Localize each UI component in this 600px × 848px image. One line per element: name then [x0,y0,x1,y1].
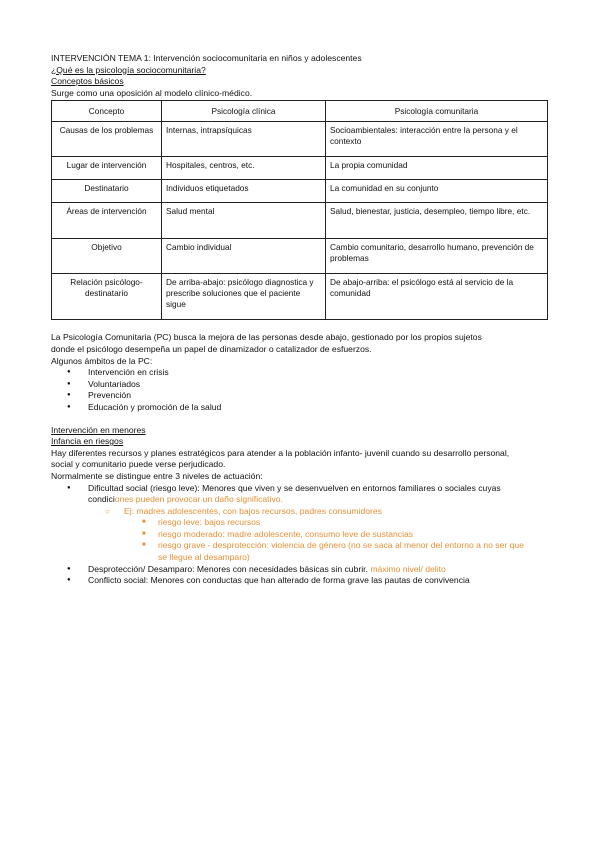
document-page [51,53,551,587]
concepts-heading: Conceptos básicos [51,76,124,87]
infancia-heading: Infancia en riesgos [51,436,124,447]
ejemplo-item: ○ Ej: madres adolescentes, con bajos recursos, padres consumidores [105,505,382,516]
table-header: Concepto [52,101,162,122]
table-header: Psicología clínica [162,101,326,122]
document-title: INTERVENCIÓN TEMA 1: Intervención sociocomunitaria en niños y adolescentes [51,53,362,63]
bullet-icon: ● [67,484,71,491]
list-item: ● Intervención en crisis [51,367,551,379]
menores-line: Normalmente se distingue entre 3 niveles de actuación: [51,470,263,481]
table-cell: Relación psicólogo-destinatario [52,274,162,320]
pc-paragraph [51,332,551,413]
bullet-icon: ● [67,577,71,584]
concepts-table [51,100,548,320]
table-cell: La comunidad en su conjunto [326,180,548,203]
square-bullet-icon: ■ [142,542,146,549]
menores-heading: Intervención en menores [51,424,146,435]
square-bullet-icon: ■ [142,530,146,537]
table-row [52,122,548,157]
menores-section [51,425,551,587]
table-row [52,274,548,320]
table-cell: Cambio comunitario, desarrollo humano, prevención de problemas [326,239,548,274]
table-row [52,180,548,203]
table-cell: Salud, bienestar, justicia, desempleo, tiempo libre, etc. [326,203,548,239]
menores-line: social y comunitario puede verse perjudicado. [51,459,226,470]
table-cell: Salud mental [162,203,326,239]
desproteccion-item: ● Desprotección/ Desamparo: Menores con necesidades básicas sin cubrir. máximo nivel/ delito [67,563,446,574]
table-cell: Internas, intrapsíquicas [162,122,326,157]
table-cell: La propia comunidad [326,157,548,180]
table-cell: Cambio individual [162,239,326,274]
table-cell: Destinatario [52,180,162,203]
table-cell: Causas de los problemas [52,122,162,157]
table-header: Psicología comunitaria [326,101,548,122]
table-cell: Hospitales, centros, etc. [162,157,326,180]
pc-line: La Psicología Comunitaria (PC) busca la mejora de las personas desde abajo, gestionado por los propios sujetos [51,332,482,343]
dificultad-item: ● Dificultad social (riesgo leve): Menores que viven y se desenvuelven en entornos familiares o sociales cuyas condiciones pueden provocar un daño significativo. [67,482,501,505]
riesgo-item: ■ riesgo grave - desprotección: violencia de género (no se saca al menor del entorno a no ser que se llegue al desamparo) [142,540,524,563]
ambitos-list [51,367,551,413]
table-row [52,203,548,239]
table-cell: Objetivo [52,239,162,274]
table-row [52,239,548,274]
bullet-icon: ● [67,565,71,572]
table-cell: Lugar de intervención [52,157,162,180]
table-row [52,157,548,180]
list-item: ● Educación y promoción de la salud [51,402,551,414]
table-cell: Individuos etiquetados [162,180,326,203]
pc-line: donde el psicólogo desempeña un papel de dinamizador o catalizador de esfuerzos. [51,343,372,354]
menores-line: Hay diferentes recursos y planes estratégicos para atender a la población infanto- juvenil cuando su desarrollo personal, [51,447,510,458]
intro-text: Surge como una oposición al modelo clínico-médico. [51,87,253,98]
table-cell: De arriba-abajo: psicólogo diagnostica y prescribe soluciones que el paciente sigue [162,274,326,320]
riesgo-item: ■ riesgo leve: bajos recursos [142,517,261,528]
square-bullet-icon: ■ [142,519,146,526]
table-cell: Socioambientales: interacción entre la persona y el contexto [326,122,548,157]
table-cell: Áreas de intervención [52,203,162,239]
table-cell: De abajo-arriba: el psicólogo está al servicio de la comunidad [326,274,548,320]
list-item: ● Prevención [51,390,551,402]
table-header-row [52,101,548,122]
list-item: ● Voluntariados [51,379,551,391]
ambitos-label: Algunos ámbitos de la PC: [51,355,153,366]
conflicto-item: ● Conflicto social: Menores con conductas que han alterado de forma grave las pautas de convivencia [67,575,470,586]
circle-bullet-icon: ○ [105,506,110,516]
question-heading: ¿Qué es la psicología sociocomunitaria? [51,64,206,75]
riesgo-item: ■ riesgo moderado: madre adolescente, consumo leve de sustancias [142,528,414,539]
